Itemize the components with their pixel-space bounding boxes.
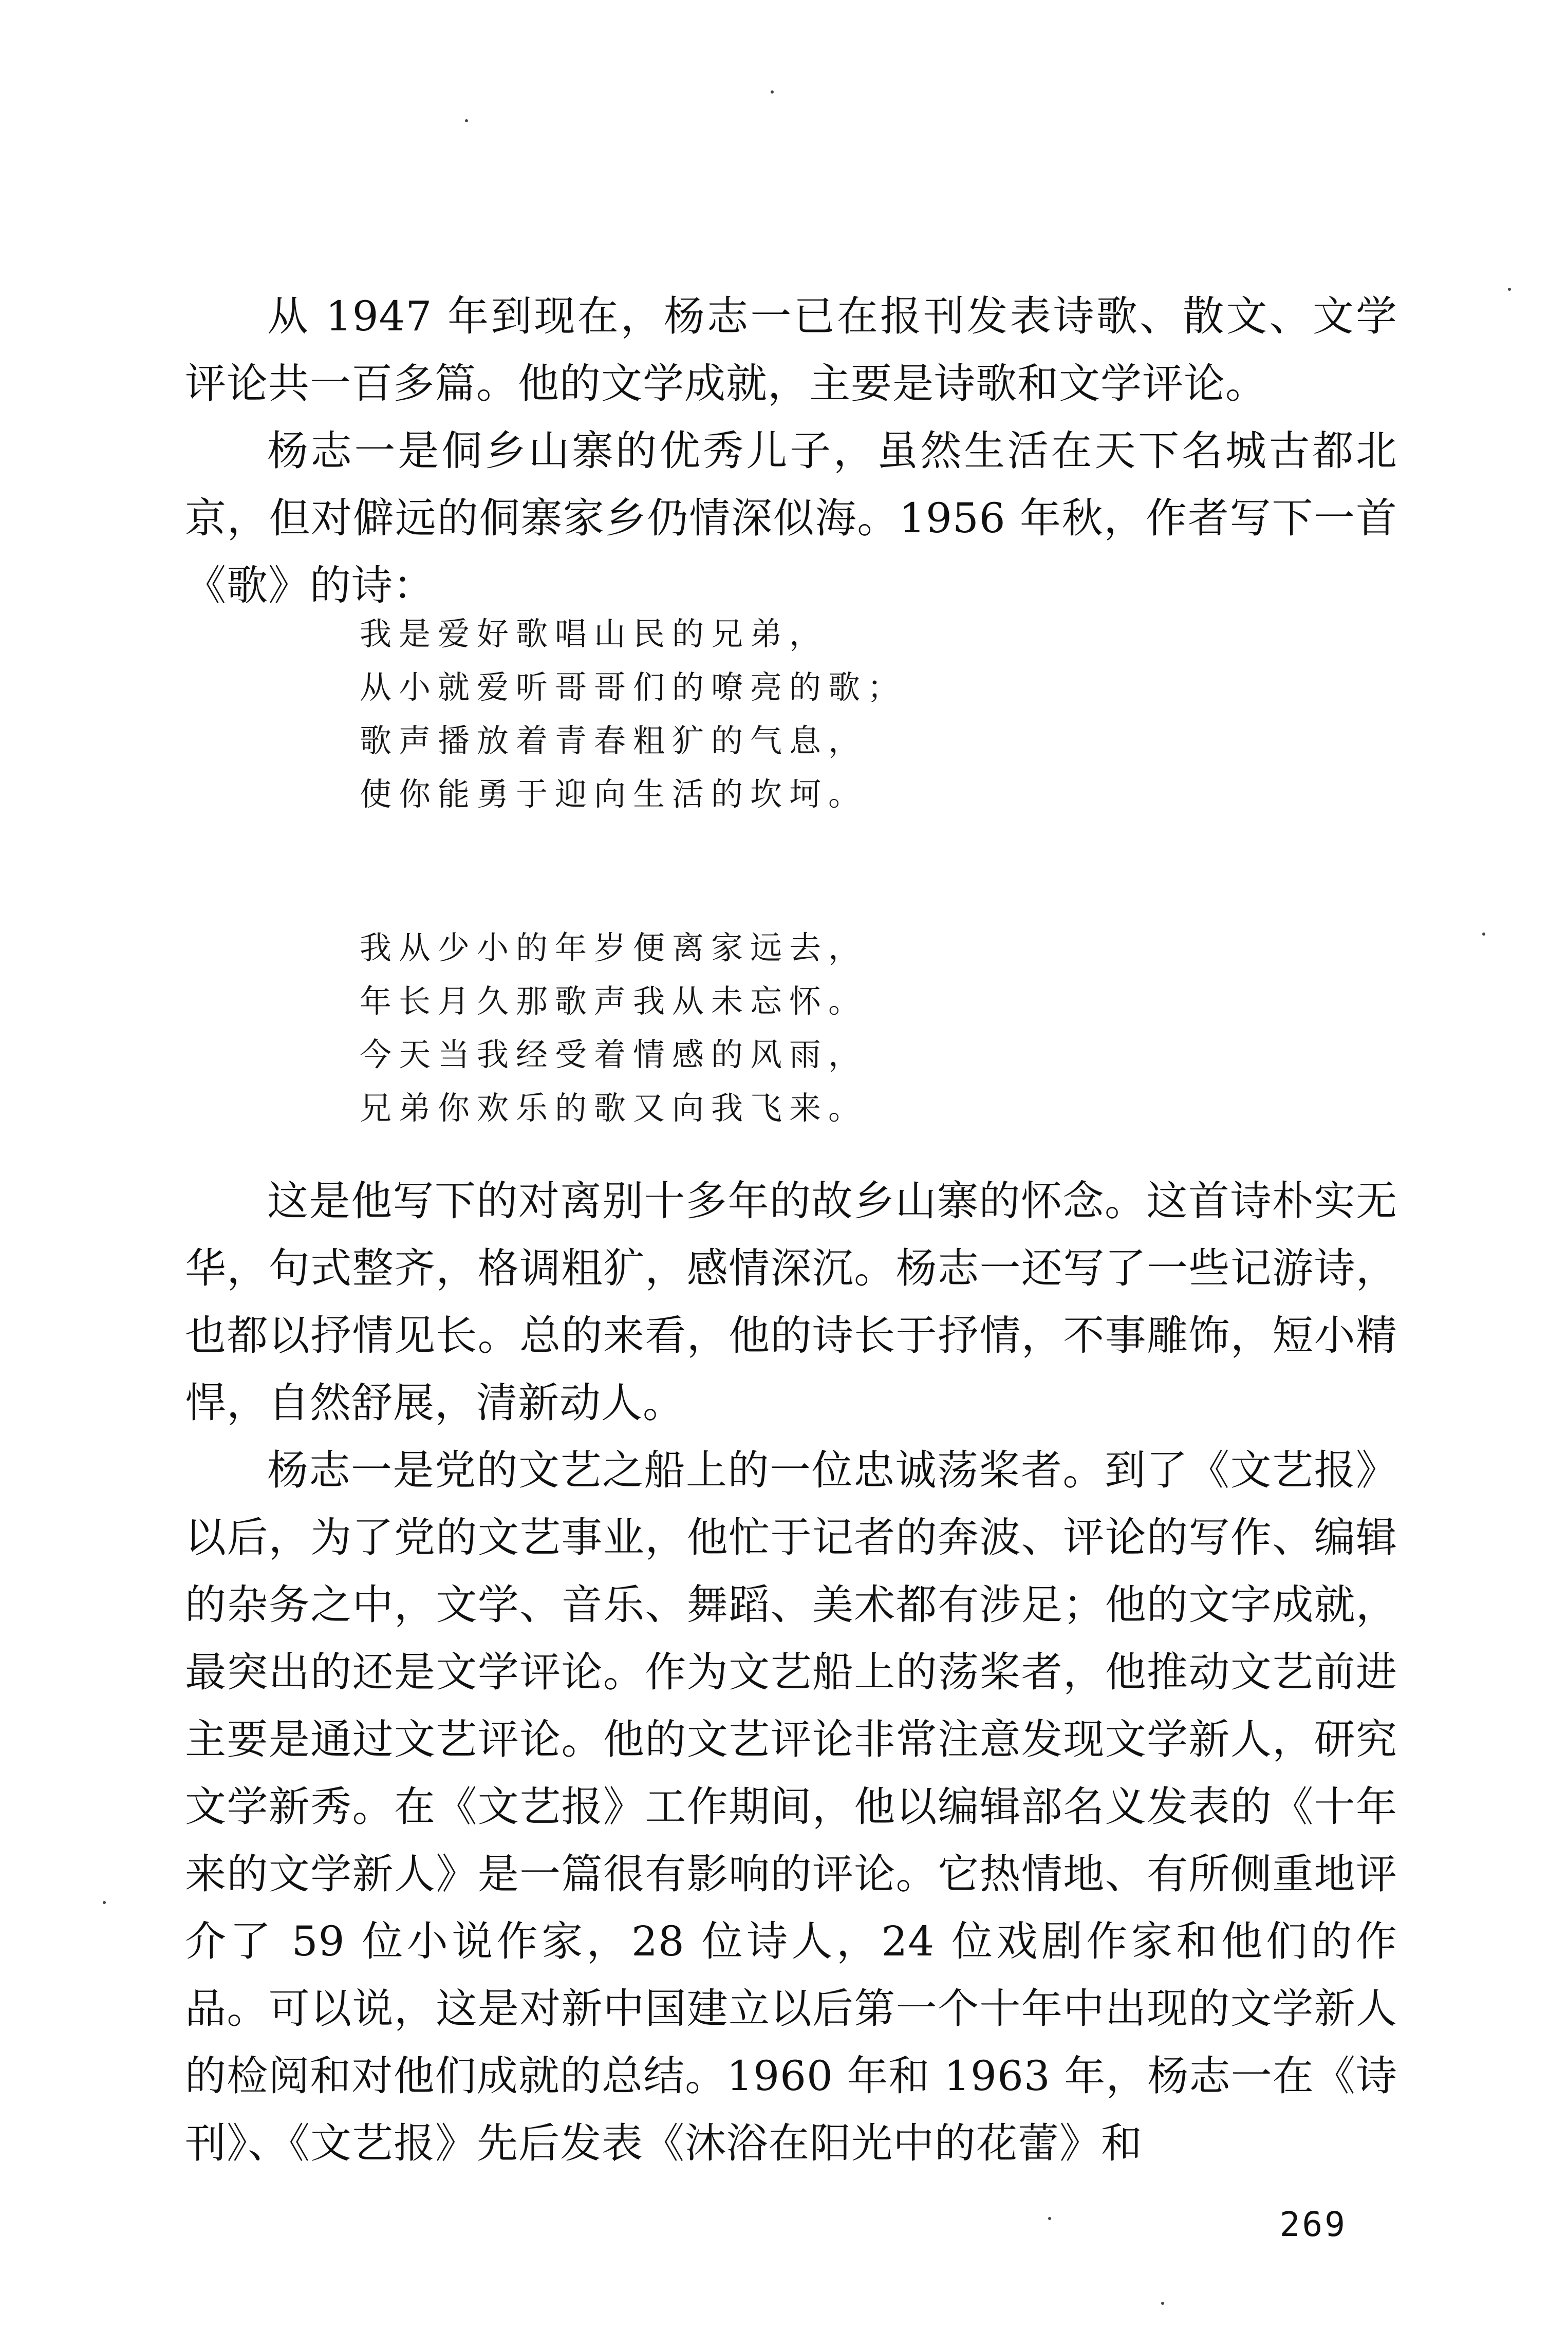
scan-speck [1482, 933, 1485, 936]
page-number: 269 [1279, 2205, 1347, 2244]
poem-line: 我是爱好歌唱山民的兄弟， [360, 615, 829, 653]
poem-line: 歌声播放着青春粗犷的气息， [360, 722, 868, 759]
scan-speck [1508, 288, 1511, 291]
scan-speck [1161, 2302, 1164, 2305]
paragraph: 从 1947 年到现在，杨志一已在报刊发表诗歌、散文、文学评论共一百多篇。他的文学成就，主要是诗歌和文学评论。 [185, 292, 1397, 407]
poem-line: 我从少小的年岁便离家远去， [360, 929, 868, 966]
poem-line: 兄弟你欢乐的歌又向我飞来。 [360, 1089, 868, 1127]
scan-speck [1048, 2217, 1051, 2220]
scan-speck [465, 119, 468, 122]
poem-stanza-2 [360, 921, 1233, 1135]
scan-speck [103, 1901, 106, 1904]
poem-stanza-1 [360, 607, 1233, 821]
closing-text [185, 1167, 1397, 2177]
poem-line: 年长月久那歌声我从未忘怀。 [360, 982, 868, 1020]
intro-text [185, 283, 1397, 619]
poem-line: 今天当我经受着情感的风雨， [360, 1036, 868, 1073]
scan-speck [771, 90, 774, 94]
poem-line: 使你能勇于迎向生活的坎坷。 [360, 775, 868, 813]
poem-line: 从小就爱听哥哥们的嘹亮的歌； [360, 668, 907, 706]
paragraph: 杨志一是侗乡山寨的优秀儿子，虽然生活在天下名城古都北京，但对僻远的侗寨家乡仍情深似海。1956 年秋，作者写下一首《歌》的诗： [185, 427, 1397, 609]
paragraph: 杨志一是党的文艺之船上的一位忠诚荡桨者。到了《文艺报》以后，为了党的文艺事业，他忙于记者的奔波、评论的写作、编辑的杂务之中，文学、音乐、舞蹈、美术都有涉足；他的文字成就，最突出的还是文学评论。作为文艺船上的荡桨者，他推动文艺前进主要是通过文艺评论。他的文艺评论非常注意发现文学新人，研究文学新秀。在《文艺报》工作期间，他以编辑部名义发表的《十年来的文学新人》是一篇很有影响的评论。它热情地、有所侧重地评介了 59 位小说作家，28 位诗人，24 位戏剧作家和他们的作品。可以说，这是对新中国建立以后第一个十年中出现的文学新人的检阅和对他们成就的总结。1960 年和 1963 年，杨志一在《诗刊》、《文艺报》先后发表《沐浴在阳光中的花蕾》和 [185, 1446, 1397, 2167]
paragraph: 这是他写下的对离别十多年的故乡山寨的怀念。这首诗朴实无华，句式整齐，格调粗犷，感情深沉。杨志一还写了一些记游诗，也都以抒情见长。总的来看，他的诗长于抒情，不事雕饰，短小精悍，自然舒展，清新动人。 [185, 1177, 1397, 1427]
